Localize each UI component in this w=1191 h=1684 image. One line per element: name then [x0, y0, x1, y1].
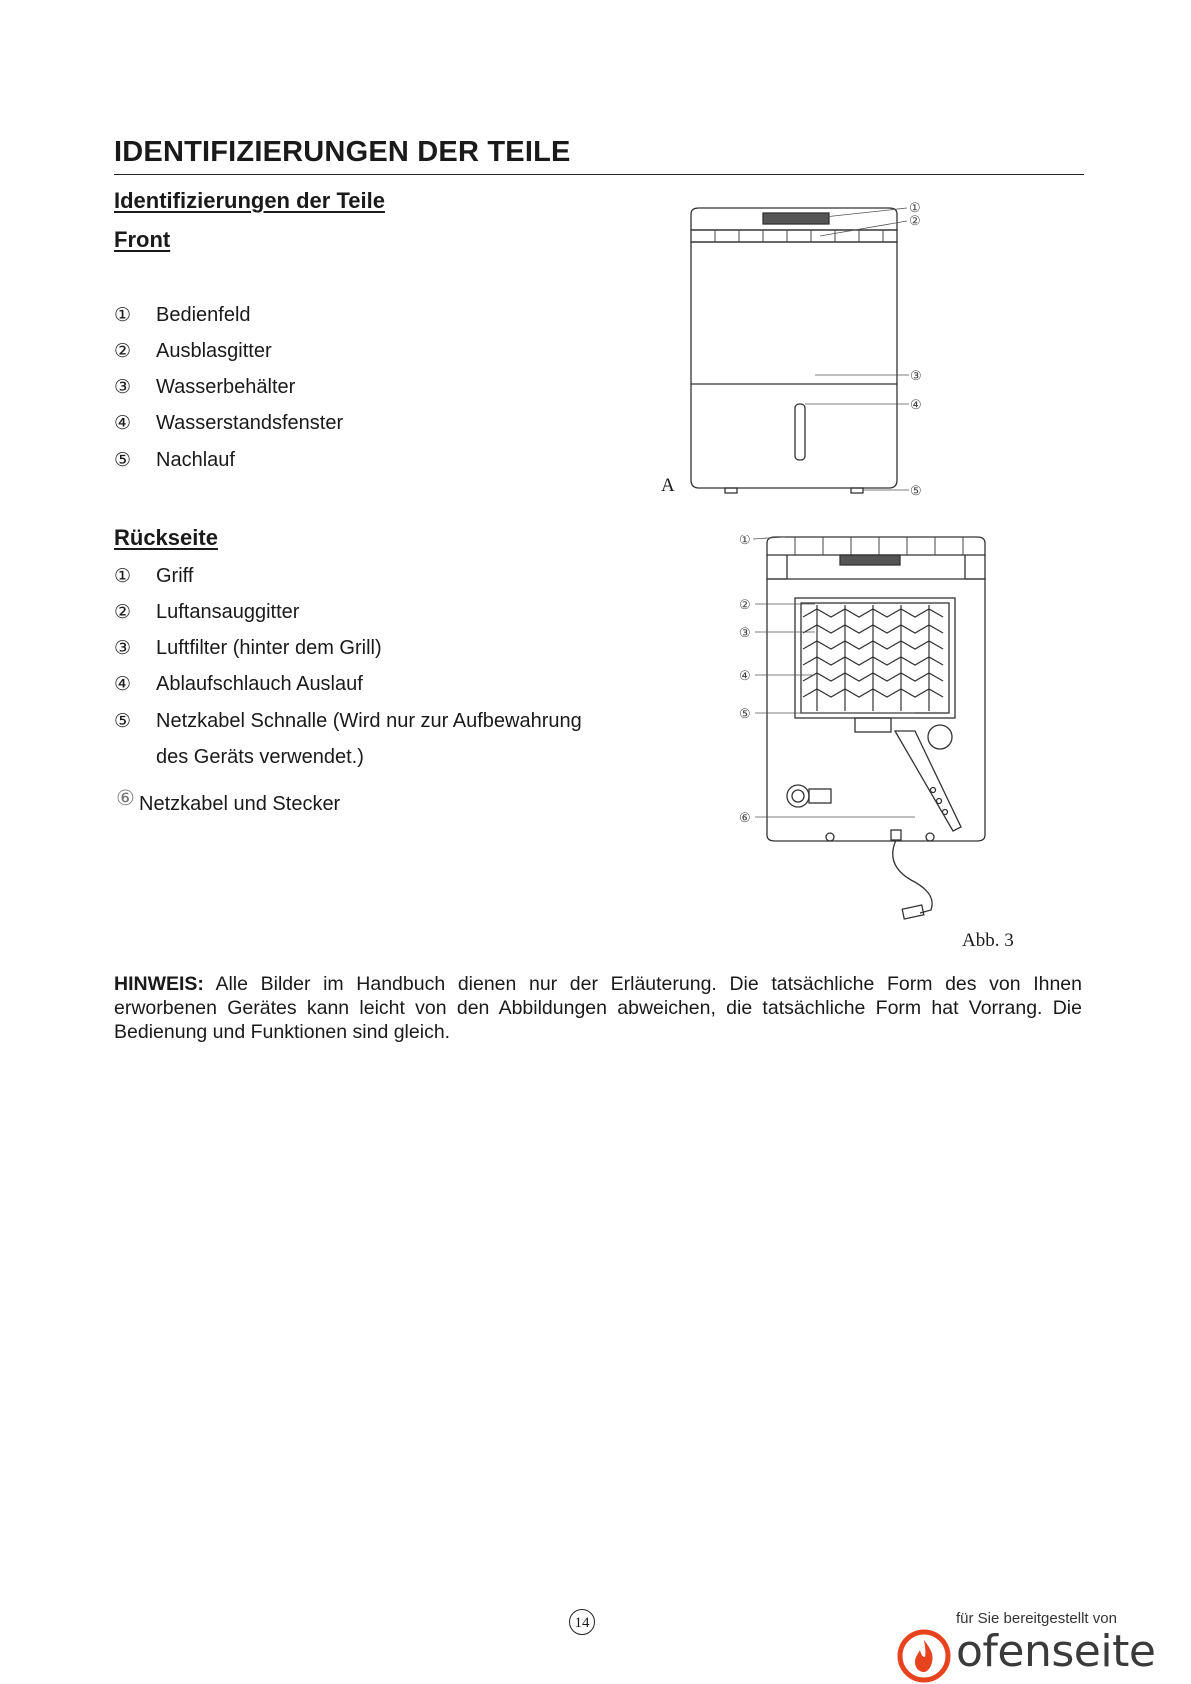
item-label: Ausblasgitter — [156, 340, 272, 362]
callout-3: ③ — [739, 625, 751, 640]
flame-logo-icon — [896, 1628, 952, 1684]
rear-view-illustration — [715, 535, 1005, 925]
item-number: ② — [114, 341, 132, 362]
page-number: 14 — [569, 1609, 595, 1635]
item-number: ④ — [114, 413, 132, 434]
note-paragraph — [114, 972, 1082, 1044]
title-divider — [114, 174, 1084, 175]
callout-4: ④ — [739, 668, 751, 683]
callout-2: ② — [909, 213, 921, 228]
note-prefix: HINWEIS: — [114, 973, 204, 995]
item-number: ⑥ — [116, 787, 135, 810]
item-label: Nachlauf — [156, 449, 235, 471]
callout-3: ③ — [910, 368, 922, 383]
item-number: ⑤ — [114, 450, 132, 471]
item-number: ⑤ — [114, 711, 132, 732]
item-label: Luftansauggitter — [156, 601, 300, 623]
item-number: ③ — [114, 638, 132, 659]
callout-5: ⑤ — [910, 483, 922, 498]
callout-5: ⑤ — [739, 706, 751, 721]
brand-name: ofenseite — [956, 1626, 1156, 1677]
front-view-illustration — [655, 200, 940, 500]
item-number: ② — [114, 602, 132, 623]
item-label: Wasserbehälter — [156, 376, 296, 398]
brand-tagline: für Sie bereitgestellt von — [956, 1610, 1117, 1627]
item-number: ③ — [114, 377, 132, 398]
item-label: Griff — [156, 565, 194, 587]
rear-figure-caption: Abb. 3 — [962, 930, 1014, 951]
page-title: IDENTIFIZIERUNGEN DER TEILE — [114, 136, 571, 168]
item-label: Bedienfeld — [156, 304, 251, 326]
callout-1: ① — [909, 200, 921, 215]
callout-4: ④ — [910, 397, 922, 412]
item-number: ④ — [114, 674, 132, 695]
note-text: Alle Bilder im Handbuch dienen nur der Erläuterung. Die tatsächliche Form des von Ihnen erworbenen Gerätes kann leicht von den Abbildungen abweichen, die tatsächliche Form hat Vorrang. Die Bedienung und Funktionen sind gleich. — [114, 973, 1082, 1043]
item-label: Ablaufschlauch Auslauf — [156, 673, 363, 695]
item-label: Netzkabel Schnalle (Wird nur zur Aufbewahrung — [156, 710, 582, 732]
back-heading: Rückseite — [114, 525, 218, 550]
item-label-continuation: des Geräts verwendet.) — [156, 746, 364, 768]
item-label: Luftfilter (hinter dem Grill) — [156, 637, 382, 659]
item-label: Wasserstandsfenster — [156, 412, 344, 434]
item-number: ① — [114, 305, 132, 326]
callout-2: ② — [739, 597, 751, 612]
callout-6: ⑥ — [739, 810, 751, 825]
front-figure-label: A — [661, 475, 675, 496]
item-number: ① — [114, 566, 132, 587]
section-heading: Identifizierungen der Teile — [114, 188, 385, 213]
front-heading: Front — [114, 227, 171, 252]
callout-1: ① — [739, 535, 751, 547]
item-label: Netzkabel und Stecker — [139, 793, 341, 815]
